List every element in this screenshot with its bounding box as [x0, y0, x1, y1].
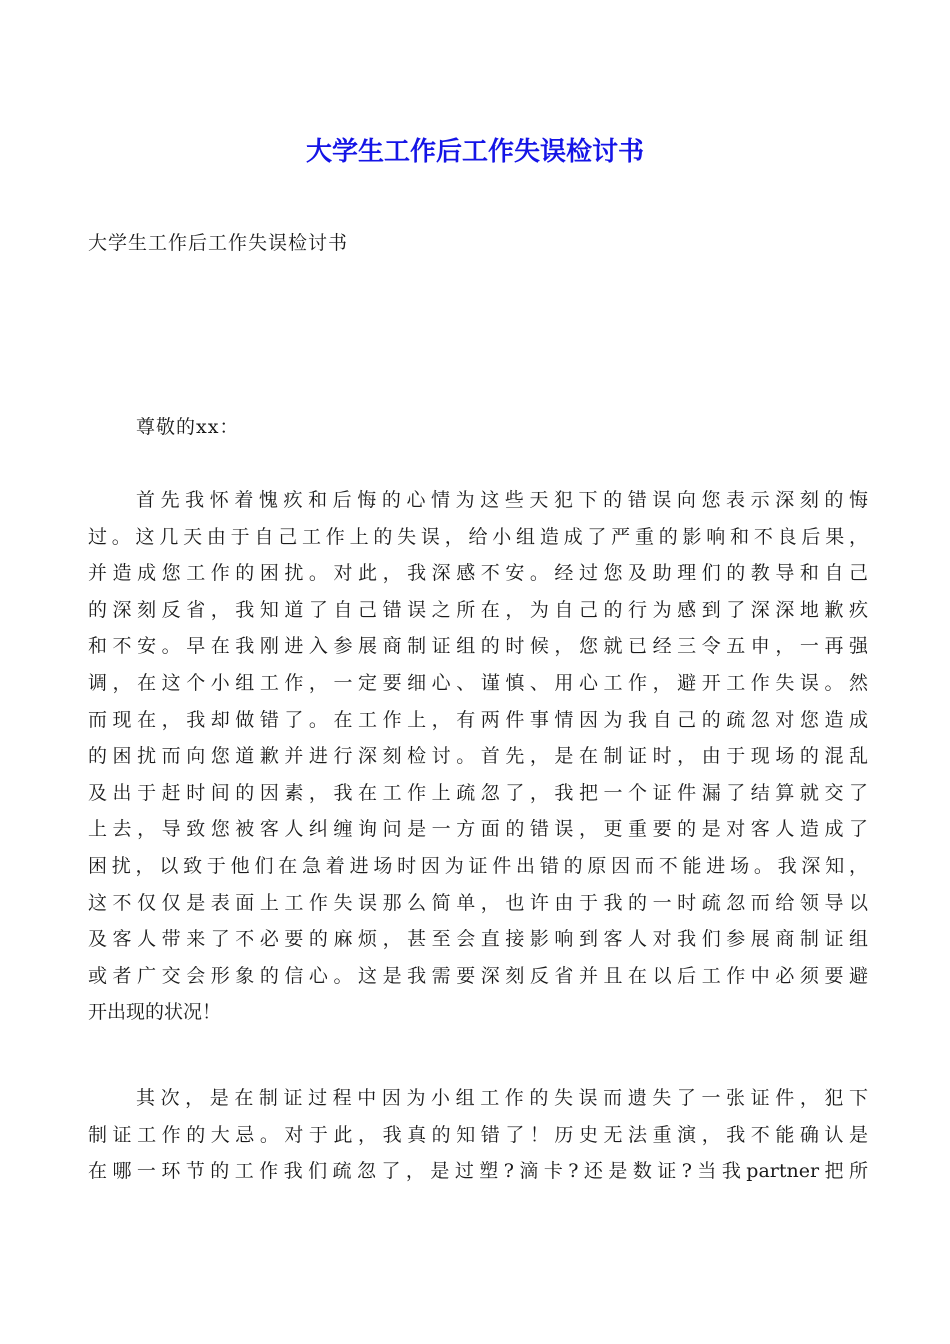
paragraph-line: 而现在，我却做错了。在工作上，有两件事情因为我自己的疏忽对您造成	[88, 708, 868, 731]
paragraph-line: 及客人带来了不必要的麻烦，甚至会直接影响到客人对我们参展商制证组	[88, 928, 868, 951]
paragraph-line: 的深刻反省，我知道了自己错误之所在，为自己的行为感到了深深地歉疚	[88, 598, 868, 621]
paragraph-line: 并造成您工作的困扰。对此，我深感不安。经过您及助理们的教导和自己	[88, 562, 868, 585]
paragraph-line: 和不安。早在我刚进入参展商制证组的时候，您就已经三令五申，一再强	[88, 635, 868, 658]
paragraph-line: 上去，导致您被客人纠缠询问是一方面的错误，更重要的是对客人造成了	[88, 818, 868, 841]
paragraph-line: 或者广交会形象的信心。这是我需要深刻反省并且在以后工作中必须要避	[88, 964, 868, 987]
paragraph-line: 其次，是在制证过程中因为小组工作的失误而遗失了一张证件，犯下	[136, 1087, 868, 1109]
document-title: 大学生工作后工作失误检讨书	[305, 137, 644, 167]
paragraph-line: 过。这几天由于自己工作上的失误，给小组造成了严重的影响和不良后果，	[88, 525, 868, 548]
paragraph-line: 及出于赶时间的因素，我在工作上疏忽了，我把一个证件漏了结算就交了	[88, 781, 868, 804]
paragraph-1	[88, 482, 868, 1031]
paragraph-line: 制证工作的大忌。对于此，我真的知错了！历史无法重演，我不能确认是	[88, 1123, 868, 1146]
paragraph-line: 开出现的状况！	[88, 1001, 222, 1024]
paragraph-line: 调，在这个小组工作，一定要细心、谨慎、用心工作，避开工作失误。然	[88, 671, 868, 694]
paragraph-2	[88, 1080, 868, 1190]
paragraph-line: 困扰，以致于他们在急着进场时因为证件出错的原因而不能进场。我深知，	[88, 854, 868, 877]
paragraph-line: 首先我怀着愧疚和后悔的心情为这些天犯下的错误向您表示深刻的悔	[136, 489, 868, 511]
salutation: 尊敬的xx：	[136, 416, 240, 438]
paragraph-line: 的困扰而向您道歉并进行深刻检讨。首先，是在制证时，由于现场的混乱	[88, 745, 868, 768]
paragraph-line: 在哪一环节的工作我们疏忽了，是过塑?滴卡?还是数证?当我partner把所	[88, 1160, 868, 1183]
document-subtitle: 大学生工作后工作失误检讨书	[88, 232, 349, 254]
paragraph-line: 这不仅仅是表面上工作失误那么简单，也许由于我的一时疏忽而给领导以	[88, 891, 868, 914]
